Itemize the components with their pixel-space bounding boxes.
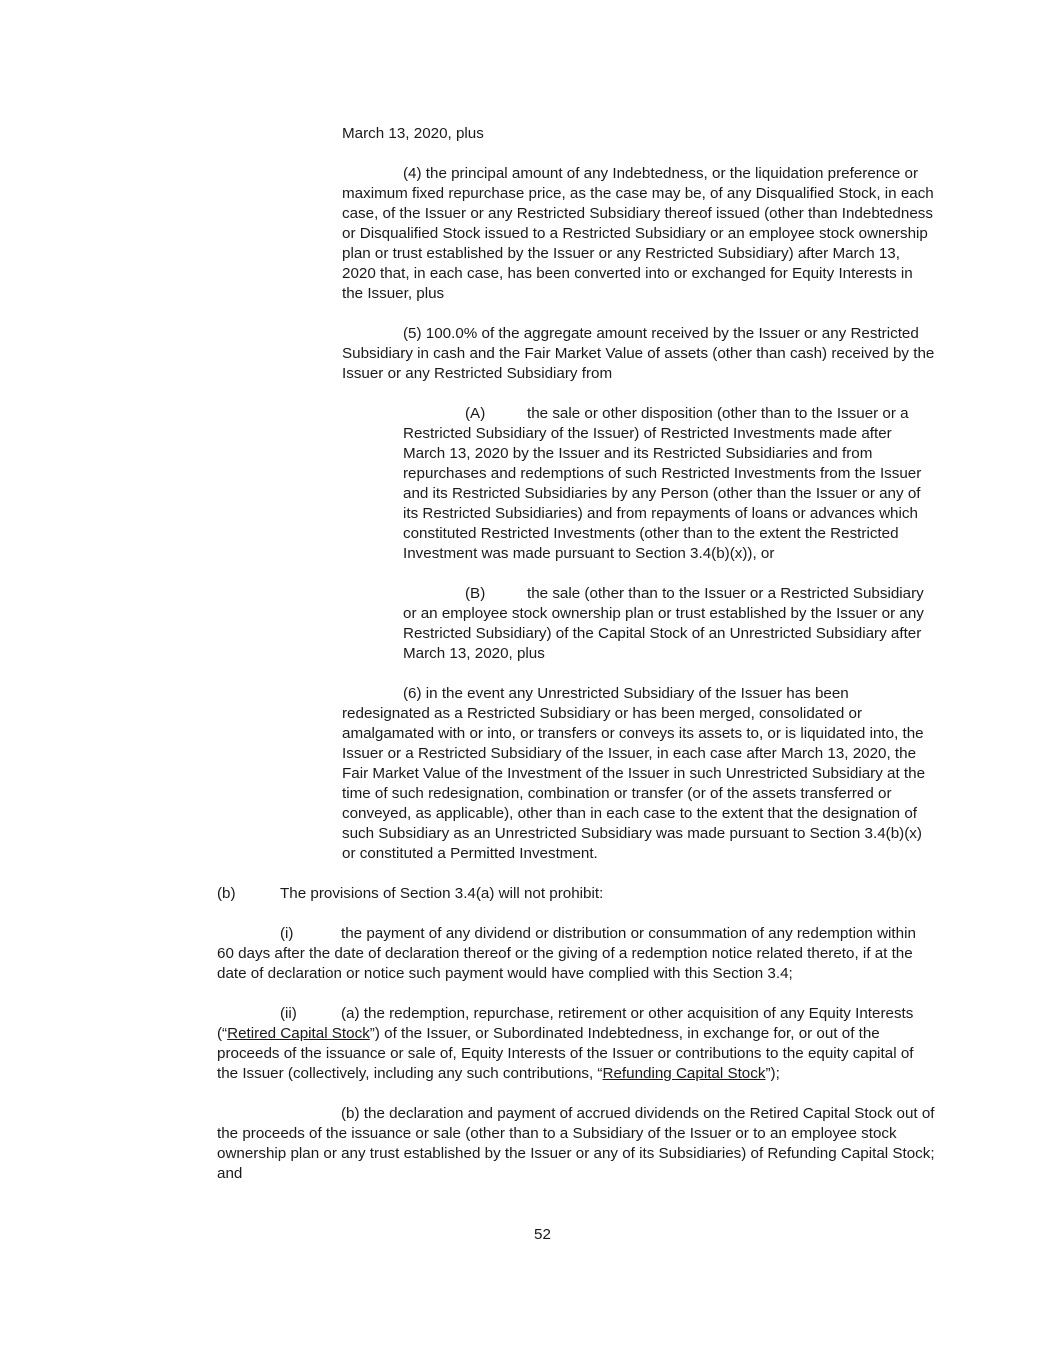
clause-a-text: the sale or other disposition (other than to the Issuer or a Restricted Subsidiary of the Issuer) of Restricted Investments made after March 13, 2020 by the Issuer and its Restricted Subsidiaries and from repurchases and redemptions of such Restricted Investments from the Issuer and its Restricted Subsidiaries by any Person (other than the Issuer or any of its Restricted Subsidiaries) and from repayments of loans or advances which constituted Restricted Investments (other than to the extent the Restricted Investment was made pursuant to Section 3.4(b)(x)), or — [403, 405, 922, 562]
item-i — [217, 924, 937, 984]
section-b — [217, 884, 937, 904]
paragraph-5: (5) 100.0% of the aggregate amount received by the Issuer or any Restricted Subsidiary in cash and the Fair Market Value of assets (other than cash) received by the Issuer or any Restricted Subsidiary from — [342, 325, 935, 382]
item-ii-a-start: (a) the redemption, repurchase, retirement or other acquisition of any Equity Interests (“ — [217, 1005, 914, 1042]
defined-term-retired-capital-stock: Retired Capital Stock — [227, 1025, 370, 1042]
item-ii-a-end: ”); — [765, 1065, 780, 1082]
item-ii-b: (b) the declaration and payment of accrued dividends on the Retired Capital Stock out of the proceeds of the issuance or sale (other than to a Subsidiary of the Issuer or to an employee stock ownership plan or any trust established by the Issuer or any of its Subsidiaries) of Refunding Capital Stock; and — [217, 1105, 935, 1182]
clause-a — [403, 404, 938, 564]
item-ii-a-mid: ”) of the Issuer, or Subordinated Indebtedness, in exchange for, or out of the proceeds of the issuance or sale of, Equity Interests of the Issuer or contributions to the equity capital of the Issuer (collectively, including any such contributions, “ — [217, 1025, 914, 1082]
paragraph-intro: March 13, 2020, plus — [342, 125, 484, 142]
paragraph-4: (4) the principal amount of any Indebtedness, or the liquidation preference or maximum fixed repurchase price, as the case may be, of any Disqualified Stock, in each case, of the Issuer or any Restricted Subsidiary thereof issued (other than Indebtedness or Disqualified Stock issued to a Restricted Subsidiary or an employee stock ownership plan or trust established by the Issuer or any Restricted Subsidiary) after March 13, 2020 that, in each case, has been converted into or exchanged for Equity Interests in the Issuer, plus — [342, 165, 934, 302]
item-ii-label: (ii) — [280, 1005, 297, 1022]
clause-b-text: the sale (other than to the Issuer or a Restricted Subsidiary or an employee stock ownership plan or trust established by the Issuer or any Restricted Subsidiary) of the Capital Stock of an Unrestricted Subsidiary after March 13, 2020, plus — [403, 585, 924, 662]
item-i-label: (i) — [280, 925, 294, 942]
item-ii-a — [217, 1004, 937, 1084]
section-b-label: (b) — [217, 885, 236, 902]
item-i-text: the payment of any dividend or distribution or consummation of any redemption within 60 days after the date of declaration thereof or the giving of a redemption notice related thereto, if at the date of declaration or notice such payment would have complied with this Section 3.4; — [217, 925, 916, 982]
section-b-text: The provisions of Section 3.4(a) will not prohibit: — [280, 885, 604, 902]
clause-a-label: (A) — [465, 405, 486, 422]
clause-b-label: (B) — [465, 585, 486, 602]
defined-term-refunding-capital-stock: Refunding Capital Stock — [602, 1065, 766, 1082]
page-number: 52 — [534, 1226, 551, 1243]
clause-b — [403, 584, 938, 664]
item-ii — [217, 1004, 937, 1084]
paragraph-6: (6) in the event any Unrestricted Subsidiary of the Issuer has been redesignated as a Restricted Subsidiary or has been merged, consolidated or amalgamated with or into, or transfers or conveys its assets to, or is liquidated into, the Issuer or a Restricted Subsidiary of the Issuer, in each case after March 13, 2020, the Fair Market Value of the Investment of the Issuer in such Unrestricted Subsidiary at the time of such redesignation, combination or transfer (or of the assets transferred or conveyed, as applicable), other than in each case to the extent that the designation of such Subsidiary as an Unrestricted Subsidiary was made pursuant to Section 3.4(b)(x) or constituted a Permitted Investment. — [342, 685, 926, 862]
